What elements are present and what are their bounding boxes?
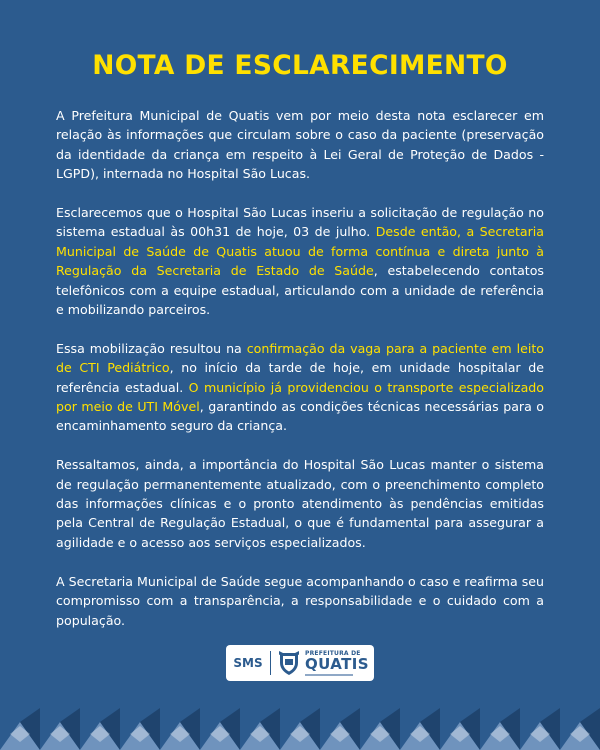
body-text: A Secretaria Municipal de Saúde segue acompanhando o caso e reafirma seu compromisso com a transparência, a responsabilidade e o cuidado com a população.: [56, 573, 544, 628]
footer-logo: [226, 645, 374, 681]
body-text: , garantindo as condições técnicas necessárias para o encaminhamento seguro da criança.: [56, 399, 545, 434]
body-text: , estabelecendo contatos telefônicos com a equipe estadual, articulando com a unidade de referência e mobilizando parceiros.: [56, 263, 544, 318]
paragraph: [56, 339, 544, 436]
highlighted-text: O município já providenciou o transporte especializado por meio de UTI Móvel: [56, 379, 544, 415]
paragraph: [56, 106, 544, 184]
city-name: QUATIS: [305, 654, 369, 673]
paragraph: [56, 203, 544, 319]
logo-divider: [270, 651, 271, 675]
body-text: Esclarecemos que o Hospital São Lucas inseriu a solicitação de regulação no sistema estadual às 00h31 de hoje, 03 de julho.: [56, 205, 544, 240]
decorative-pattern: [0, 708, 600, 750]
highlighted-text: Desde então, a Secretaria Municipal de Saúde de Quatis atuou de forma contínua e direta junto à Regulação da Secretaria de Estado de Saúde: [56, 224, 544, 279]
prefeitura-label: PREFEITURA DE: [305, 649, 361, 657]
prefeitura-logo-text: [305, 651, 369, 676]
highlighted-text: confirmação da vaga para a paciente em leito de CTI Pediátrico: [56, 340, 544, 376]
city-crest-icon: [277, 650, 301, 676]
body-text: Ressaltamos, ainda, a importância do Hospital São Lucas manter o sistema de regulação permanentemente atualizado, com o preenchimento completo das informações clínicas e o pronto atendimento às pendências emitidas pela Central de Regulação Estadual, o que é fundamental para assegurar a agilidade e o acesso aos serviços especializados.: [56, 457, 544, 550]
paragraph: [56, 455, 544, 552]
sms-label: SMS: [233, 656, 263, 670]
logo-underline: [305, 674, 353, 676]
paragraph: [56, 572, 544, 630]
body-text: , no início da tarde de hoje, em unidade hospitalar de referência estadual.: [56, 360, 544, 395]
body-text: Essa mobilização resultou na: [56, 340, 247, 356]
note-body: [56, 106, 544, 649]
page-title: NOTA DE ESCLARECIMENTO: [92, 50, 508, 81]
body-text: A Prefeitura Municipal de Quatis vem por meio desta nota esclarecer em relação às informações que circulam sobre o caso da paciente (preservação da identidade da criança em respeito à Lei Geral de Proteção de Dados - LGPD), internada no Hospital São Lucas.: [56, 108, 544, 182]
